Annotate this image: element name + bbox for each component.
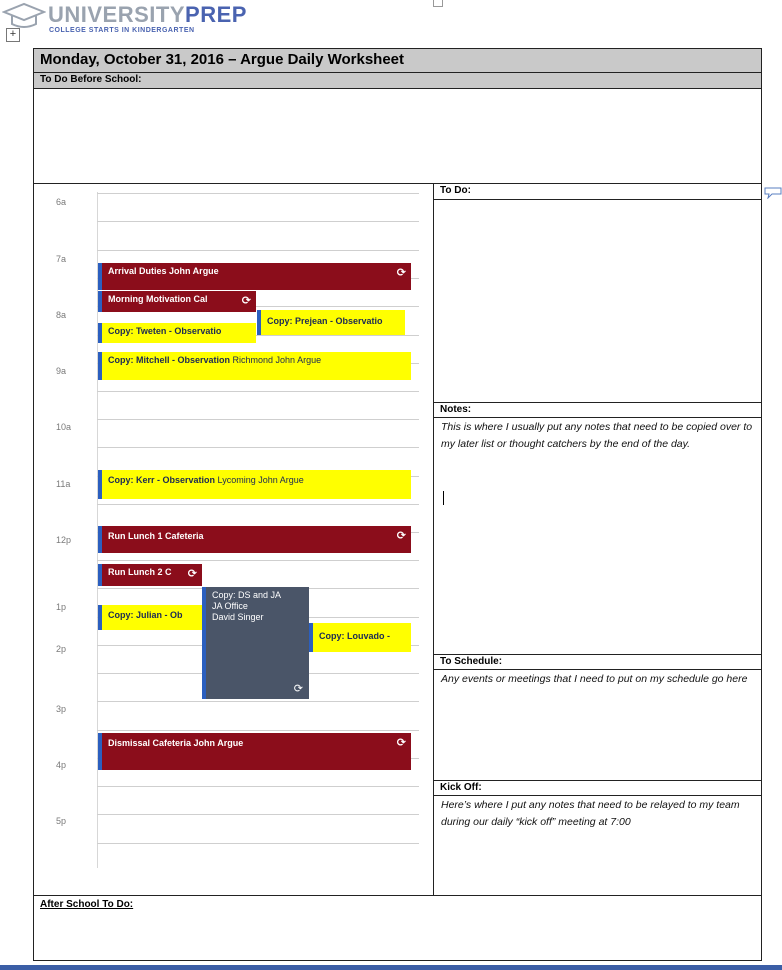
grid-line	[97, 786, 419, 787]
grid-line	[97, 843, 419, 844]
grid-line	[97, 701, 419, 702]
hour-label: 2p	[56, 644, 67, 654]
grid-line	[97, 447, 419, 448]
before-school-header	[34, 73, 761, 89]
schedule-label: To Schedule:	[440, 656, 503, 667]
after-school-label: After School To Do:	[40, 899, 134, 910]
university-prep-logo	[0, 0, 247, 44]
notes-header	[434, 402, 761, 418]
todo-field[interactable]	[434, 200, 761, 402]
sync-icon: ⟳	[187, 568, 197, 580]
event-title: Copy: Kerr - Observation	[108, 475, 216, 485]
kickoff-label: Kick Off:	[440, 782, 482, 793]
after-school-section[interactable]	[34, 896, 761, 960]
main-row	[34, 184, 761, 896]
hour-label: 6a	[56, 197, 67, 207]
calendar-event[interactable]	[309, 623, 411, 652]
calendar-event[interactable]	[202, 587, 309, 699]
hour-label: 8a	[56, 310, 67, 320]
event-title: Copy: Louvado -	[319, 631, 390, 641]
sync-icon: ⟳	[396, 267, 406, 279]
event-title: Copy: Mitchell - Observation	[108, 355, 231, 365]
calendar-event[interactable]	[98, 605, 202, 630]
calendar-event[interactable]	[98, 323, 256, 343]
logo-name-part2: PREP	[185, 2, 247, 27]
logo-name-part1: UNIVERSITY	[48, 2, 186, 27]
todo-label: To Do:	[440, 185, 471, 196]
comment-icon[interactable]	[764, 187, 782, 199]
table-move-handle-icon[interactable]: +	[6, 28, 20, 42]
grid-line	[97, 730, 419, 731]
grid-line	[97, 504, 419, 505]
grid-line	[97, 419, 419, 420]
grid-line	[97, 391, 419, 392]
calendar-event[interactable]	[98, 263, 411, 290]
text-cursor	[443, 491, 444, 505]
calendar-event[interactable]	[98, 291, 256, 312]
grid-line	[97, 221, 419, 222]
hour-label: 7a	[56, 254, 67, 264]
event-title: Copy: Tweten - Observatio	[108, 326, 222, 336]
logo-wordmark	[48, 2, 247, 28]
page-mark	[433, 0, 443, 7]
notes-text[interactable]: This is where I usually put any notes that need to be copied over to my later list or thought catchers by the end of the day.	[441, 421, 753, 450]
event-location: Lycoming John Argue	[217, 475, 304, 485]
hour-label: 5p	[56, 816, 67, 826]
calendar-event[interactable]	[98, 564, 202, 586]
event-title: Run Lunch 2 C	[108, 567, 172, 577]
calendar-day-view	[34, 184, 434, 895]
hour-label: 9a	[56, 366, 67, 376]
grid-line	[97, 250, 419, 251]
event-title: Dismissal Cafeteria John Argue	[108, 738, 244, 748]
hour-label: 11a	[56, 479, 71, 489]
calendar-event[interactable]	[257, 310, 405, 335]
event-title: Copy: Julian - Ob	[108, 610, 183, 620]
calendar-event[interactable]	[98, 733, 411, 770]
schedule-header	[434, 654, 761, 670]
grid-line	[97, 193, 419, 194]
hour-label: 12p	[56, 535, 72, 545]
hour-label: 4p	[56, 760, 67, 770]
calendar-event[interactable]	[98, 526, 411, 553]
sync-icon: ⟳	[241, 295, 251, 307]
sync-icon: ⟳	[396, 530, 406, 542]
event-title: Copy: DS and JA	[212, 590, 282, 600]
hour-label: 3p	[56, 704, 67, 714]
sync-icon: ⟳	[396, 737, 406, 749]
before-school-label: To Do Before School:	[40, 74, 142, 85]
event-location: Richmond John Argue	[232, 355, 322, 365]
hour-label: 10a	[56, 422, 72, 432]
event-title: Run Lunch 1 Cafeteria	[108, 531, 204, 541]
todo-header	[434, 184, 761, 200]
calendar-event[interactable]	[98, 470, 411, 499]
kickoff-text[interactable]: Here’s where I put any notes that need to be relayed to my team during our daily “kick off” meeting at 7:00	[441, 799, 740, 828]
worksheet-table	[33, 48, 762, 961]
schedule-text[interactable]: Any events or meetings that I need to put on my schedule go here	[441, 673, 748, 685]
event-location: JA Office	[212, 601, 248, 611]
before-school-field[interactable]	[34, 89, 761, 184]
logo-tagline: COLLEGE STARTS IN KINDERGARTEN	[49, 27, 195, 34]
window-bottom-bar	[0, 965, 782, 970]
right-column	[434, 184, 761, 895]
event-title: Copy: Prejean - Observatio	[267, 316, 383, 326]
kickoff-header	[434, 780, 761, 796]
grid-line	[97, 560, 419, 561]
worksheet-title-bar	[34, 49, 761, 73]
notes-label: Notes:	[440, 404, 472, 415]
grid-line	[97, 814, 419, 815]
event-organizer: David Singer	[212, 612, 264, 622]
hour-label: 1p	[56, 602, 67, 612]
event-title: Arrival Duties John Argue	[108, 266, 219, 276]
sync-icon: ⟳	[293, 683, 303, 695]
calendar-event[interactable]	[98, 352, 411, 380]
worksheet-title: Monday, October 31, 2016 – Argue Daily Worksheet	[40, 51, 405, 68]
event-title: Morning Motivation Cal	[108, 294, 208, 304]
